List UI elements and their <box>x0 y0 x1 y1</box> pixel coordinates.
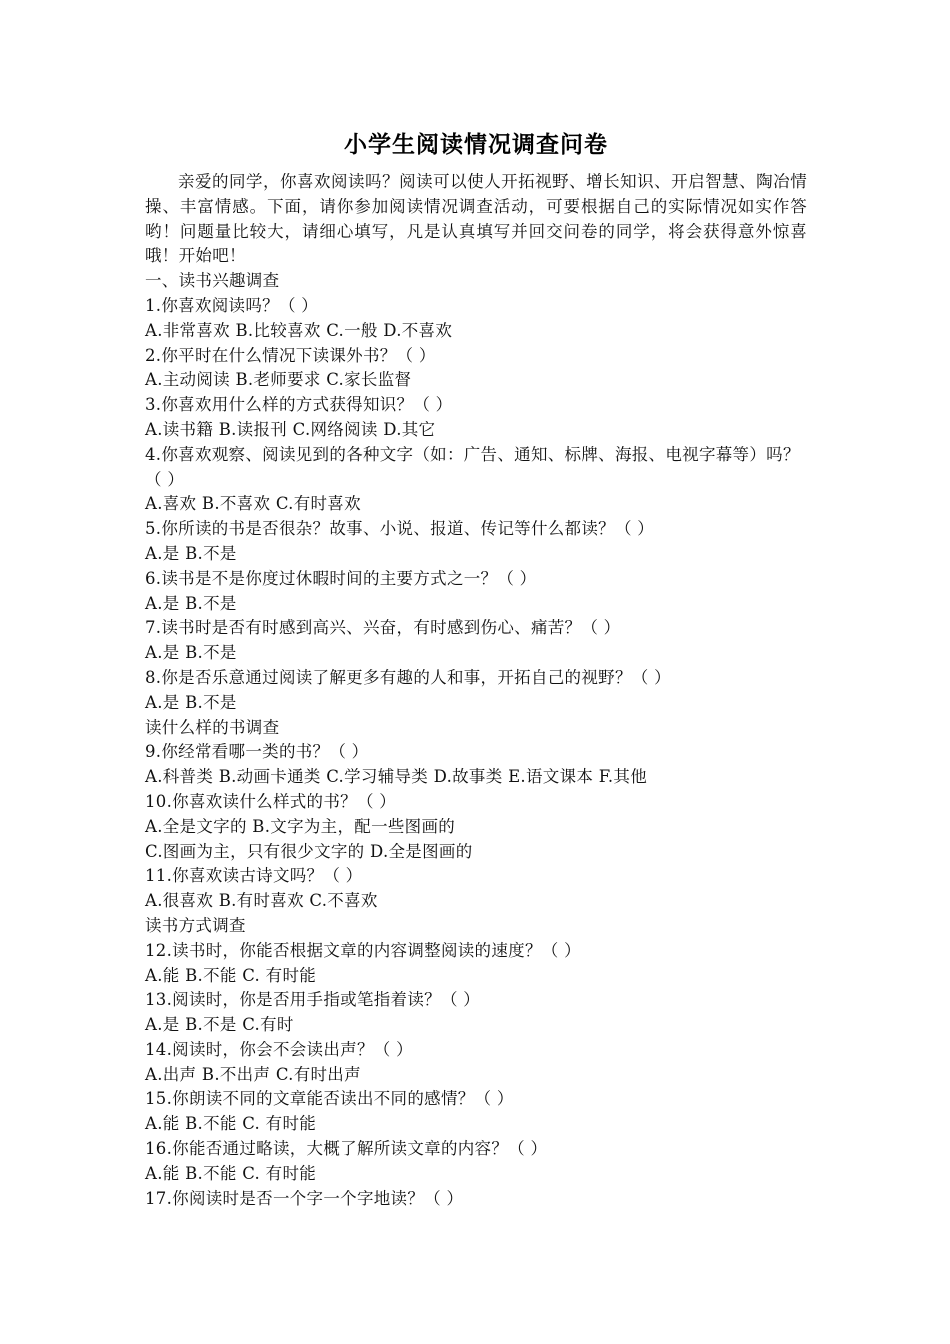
question-6: 6.读书是不是你度过休暇时间的主要方式之一？（ ） <box>145 568 537 588</box>
question-9: 9.你经常看哪一类的书？（ ） <box>145 742 369 762</box>
question-1-options: A.非常喜欢 B.比较喜欢 C.一般 D.不喜欢 <box>145 320 453 340</box>
question-8: 8.你是否乐意通过阅读了解更多有趣的人和事，开拓自己的视野？（ ） <box>145 667 671 687</box>
question-14-options: A.出声 B.不出声 C.有时出声 <box>145 1064 361 1084</box>
question-5-options: A.是 B.不是 <box>145 543 237 563</box>
question-10-options-a: A.全是文字的 B.文字为主，配一些图画的 <box>145 816 456 836</box>
question-12: 12.读书时，你能否根据文章的内容调整阅读的速度？（ ） <box>145 940 581 960</box>
question-16-options: A.能 B.不能 C. 有时能 <box>145 1163 317 1183</box>
question-13-options: A.是 B.不是 C.有时 <box>145 1015 294 1035</box>
question-4-options: A.喜欢 B.不喜欢 C.有时喜欢 <box>145 494 361 514</box>
question-15-options: A.能 B.不能 C. 有时能 <box>145 1114 317 1134</box>
question-11-options: A.很喜欢 B.有时喜欢 C.不喜欢 <box>145 891 378 911</box>
question-4: 4.你喜欢观察、阅读见到的各种文字（如：广告、通知、标牌、海报、电视字幕等）吗？（ ） <box>145 444 800 489</box>
question-5: 5.你所读的书是否很杂？故事、小说、报道、传记等什么都读？（ ） <box>145 519 655 539</box>
question-6-options: A.是 B.不是 <box>145 593 237 613</box>
question-14: 14.阅读时，你会不会读出声？（ ） <box>145 1039 413 1059</box>
question-11: 11.你喜欢读古诗文吗？（ ） <box>145 866 363 886</box>
question-16: 16.你能否通过略读，大概了解所读文章的内容？（ ） <box>145 1139 548 1159</box>
question-10-options-b: C.图画为主，只有很少文字的 D.全是图画的 <box>145 841 473 861</box>
question-8-options: A.是 B.不是 <box>145 692 237 712</box>
question-2: 2.你平时在什么情况下读课外书？（ ） <box>145 345 436 365</box>
survey-page <box>145 128 807 1211</box>
question-15: 15.你朗读不同的文章能否读出不同的感情？（ ） <box>145 1089 514 1109</box>
question-2-options: A.主动阅读 B.老师要求 C.家长监督 <box>145 370 412 390</box>
question-9-options: A.科普类 B.动画卡通类 C.学习辅导类 D.故事类 E.语文课本 F.其他 <box>145 767 648 787</box>
question-10: 10.你喜欢读什么样式的书？（ ） <box>145 791 397 811</box>
section-heading-interest: 一、读书兴趣调查 <box>145 271 280 291</box>
question-12-options: A.能 B.不能 C. 有时能 <box>145 965 317 985</box>
question-17: 17.你阅读时是否一个字一个字地读？（ ） <box>145 1188 464 1208</box>
question-3: 3.你喜欢用什么样的方式获得知识？（ ） <box>145 395 453 415</box>
intro-paragraph: 亲爱的同学，你喜欢阅读吗？阅读可以使人开拓视野、增长知识、开启智慧、陶冶情操、丰富情感。下面，请你参加阅读情况调查活动，可要根据自己的实际情况如实作答哟！问题量比较大，请细心填写，凡是认真填写并回交问卷的同学，将会获得意外惊喜哦！开始吧！ <box>145 172 807 266</box>
section-heading-book-types: 读什么样的书调查 <box>145 717 280 737</box>
question-1: 1.你喜欢阅读吗？（ ） <box>145 295 319 315</box>
page-title: 小学生阅读情况调查问卷 <box>344 132 608 158</box>
question-3-options: A.读书籍 B.读报刊 C.网络阅读 D.其它 <box>145 419 436 439</box>
question-13: 13.阅读时，你是否用手指或笔指着读？（ ） <box>145 990 481 1010</box>
question-7-options: A.是 B.不是 <box>145 643 237 663</box>
question-7: 7.读书时是否有时感到高兴、兴奋，有时感到伤心、痛苦？（ ） <box>145 618 621 638</box>
section-heading-reading-method: 读书方式调查 <box>145 915 246 935</box>
